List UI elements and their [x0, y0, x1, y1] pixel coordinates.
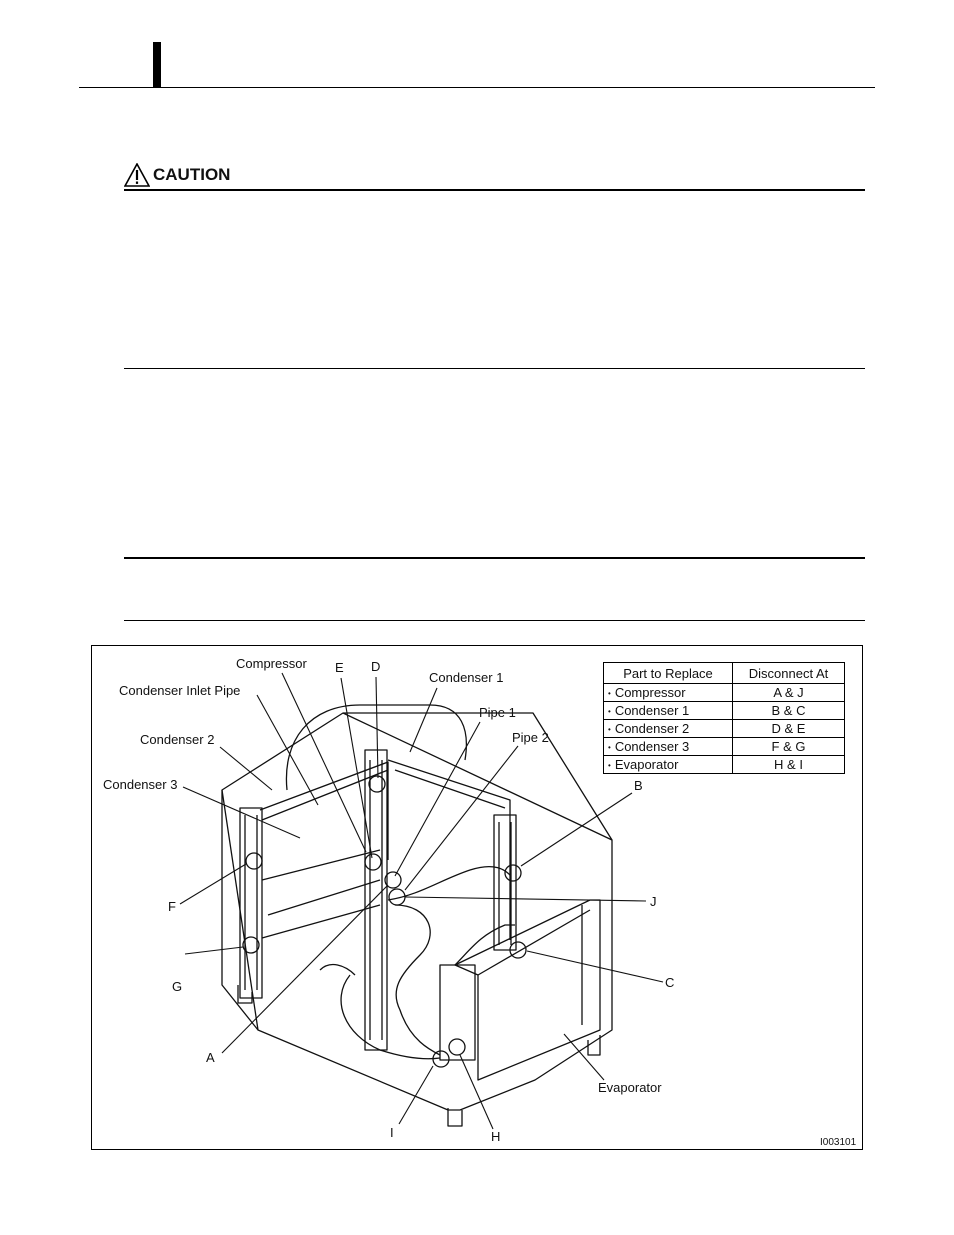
part-cell: • Condenser 2 — [604, 720, 733, 738]
callout-i: I — [390, 1125, 394, 1140]
column-header-disconnect: Disconnect At — [733, 663, 845, 684]
disconnect-cell: D & E — [733, 720, 845, 738]
callout-pipe-2: Pipe 2 — [512, 730, 549, 745]
callout-condenser-3: Condenser 3 — [103, 777, 178, 792]
callout-compressor: Compressor — [236, 656, 307, 671]
part-cell: • Condenser 1 — [604, 702, 733, 720]
callout-b: B — [634, 778, 643, 793]
callout-f: F — [168, 899, 176, 914]
callout-c: C — [665, 975, 675, 990]
table-row — [604, 738, 845, 756]
callout-e: E — [335, 660, 344, 675]
callout-condenser-inlet-pipe: Condenser Inlet Pipe — [119, 683, 241, 698]
table-row — [604, 702, 845, 720]
callout-pipe-1: Pipe 1 — [479, 705, 516, 720]
callout-j: J — [650, 894, 657, 909]
callout-a: A — [206, 1050, 215, 1065]
table-row — [604, 720, 845, 738]
part-replacement-table — [603, 662, 845, 774]
bullet-icon: • — [608, 689, 611, 699]
disconnect-cell: F & G — [733, 738, 845, 756]
part-cell: • Compressor — [604, 684, 733, 702]
callout-condenser-2: Condenser 2 — [140, 732, 215, 747]
part-cell: • Evaporator — [604, 756, 733, 774]
disconnect-cell: H & I — [733, 756, 845, 774]
callout-condenser-1: Condenser 1 — [429, 670, 504, 685]
bullet-icon: • — [608, 707, 611, 717]
table-row — [604, 756, 845, 774]
bullet-icon: • — [608, 725, 611, 735]
callout-h: H — [491, 1129, 501, 1144]
column-header-part: Part to Replace — [604, 663, 733, 684]
part-cell: • Condenser 3 — [604, 738, 733, 756]
callout-d: D — [371, 659, 381, 674]
caution-label: CAUTION — [153, 165, 231, 184]
disconnect-cell: A & J — [733, 684, 845, 702]
callout-evaporator: Evaporator — [598, 1080, 662, 1095]
table-row — [604, 684, 845, 702]
figure-id: I003101 — [820, 1137, 857, 1148]
bullet-icon: • — [608, 761, 611, 771]
callout-g: G — [172, 979, 183, 994]
bullet-icon: • — [608, 743, 611, 753]
table-header-row — [604, 663, 845, 684]
disconnect-cell: B & C — [733, 702, 845, 720]
